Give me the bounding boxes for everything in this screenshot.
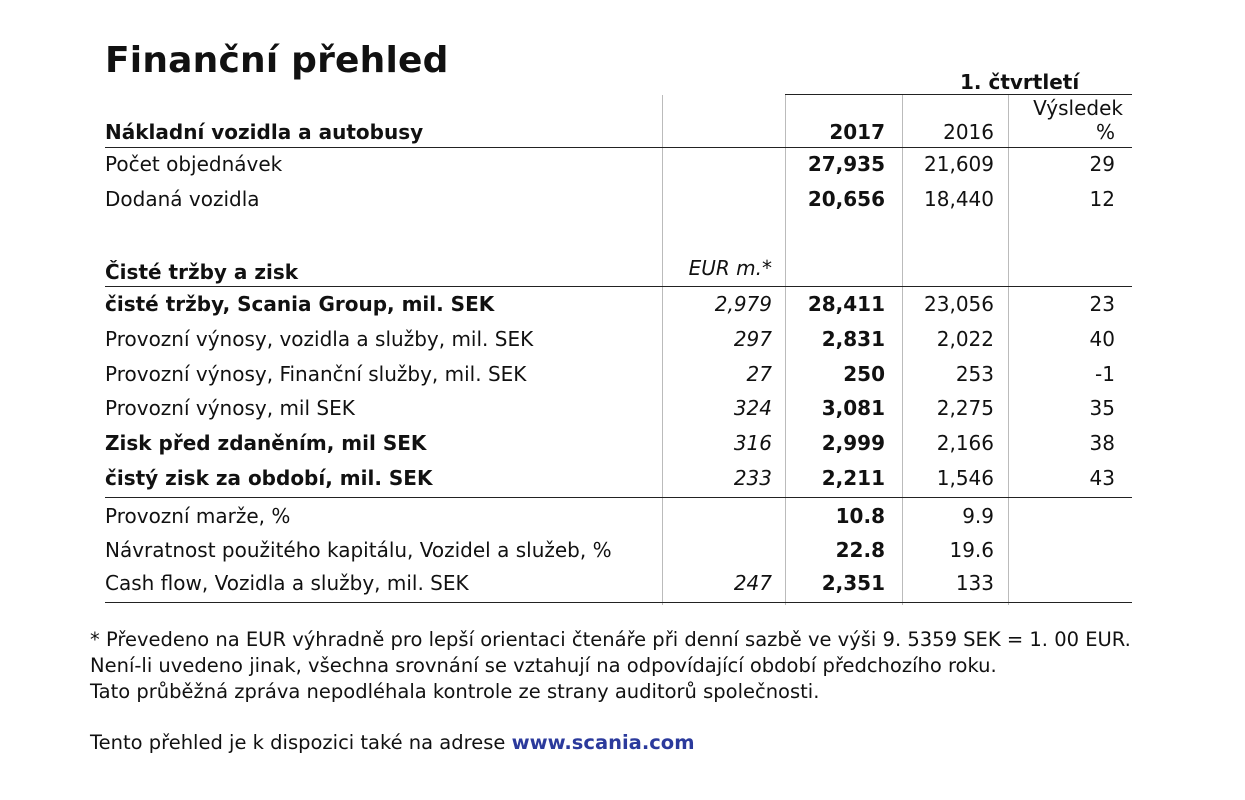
value-2017: 2,999 — [821, 431, 885, 455]
eur-header: EUR m.* — [688, 256, 772, 280]
value-2016: 2,275 — [936, 396, 994, 420]
row-label: čistý zisk za období, mil. SEK — [105, 466, 433, 490]
value-change: 35 — [1089, 396, 1115, 420]
value-eur: 2,979 — [714, 292, 772, 316]
value-change: 29 — [1089, 152, 1115, 176]
footnote-comparison: Není-li uvedeno jinak, všechna srovnání se vztahují na odpovídající období předchozího roku. — [90, 654, 997, 677]
value-2017: 2,211 — [821, 466, 885, 490]
row-label: Provozní výnosy, vozidla a služby, mil. SEK — [105, 327, 534, 351]
value-2017: 20,656 — [807, 187, 885, 211]
value-eur: 247 — [733, 571, 772, 595]
col-header-percent: % — [1095, 120, 1115, 144]
header-rule — [105, 286, 1132, 287]
value-change: 40 — [1089, 327, 1115, 351]
value-2016: 253 — [955, 362, 994, 386]
value-2017: 27,935 — [807, 152, 885, 176]
value-2016: 18,440 — [924, 187, 994, 211]
value-eur: 233 — [733, 466, 772, 490]
value-2016: 21,609 — [924, 152, 994, 176]
col-header-2016: 2016 — [943, 120, 994, 144]
table-bottom-rule — [105, 602, 1132, 603]
availability-text: Tento přehled je k dispozici také na adrese — [90, 731, 512, 754]
availability-note — [90, 731, 695, 754]
value-2016: 133 — [955, 571, 994, 595]
value-eur: 27 — [746, 362, 772, 386]
footnote-conversion: * Převedeno na EUR výhradně pro lepší orientaci čtenáře při denní sazbě ve výši 9. 5359 SEK = 1. 00 EUR. — [90, 628, 1131, 651]
col-header-result: Výsledek — [1033, 96, 1123, 120]
website-link[interactable]: www.scania.com — [511, 731, 695, 754]
value-2016: 2,022 — [936, 327, 994, 351]
footnote-audit: Tato průběžná zpráva nepodléhala kontrole ze strany auditorů společnosti. — [90, 680, 820, 703]
value-change: 43 — [1089, 466, 1115, 490]
header-rule — [105, 147, 1132, 148]
value-2017: 28,411 — [807, 292, 885, 316]
value-2017: 2,351 — [821, 571, 885, 595]
section-title: Čisté tržby a zisk — [105, 260, 299, 284]
value-2016: 19.6 — [949, 538, 994, 562]
value-eur: 324 — [733, 396, 772, 420]
value-2016: 1,546 — [936, 466, 994, 490]
row-label: Provozní marže, % — [105, 504, 291, 528]
row-label: Návratnost použitého kapitálu, Vozidel a služeb, % — [105, 538, 612, 562]
row-label: Cash flow, Vozidla a služby, mil. SEK — [105, 571, 469, 595]
value-2017: 250 — [843, 362, 885, 386]
value-change: -1 — [1095, 362, 1115, 386]
period-underline — [785, 94, 1132, 95]
value-2016: 23,056 — [924, 292, 994, 316]
value-2017: 10.8 — [835, 504, 885, 528]
value-eur: 297 — [733, 327, 772, 351]
value-change: 23 — [1089, 292, 1115, 316]
value-2017: 22.8 — [835, 538, 885, 562]
section-rule — [105, 497, 1132, 498]
section-title: Nákladní vozidla a autobusy — [105, 120, 424, 144]
value-2017: 2,831 — [821, 327, 885, 351]
value-2016: 2,166 — [936, 431, 994, 455]
value-2017: 3,081 — [821, 396, 885, 420]
col-header-2017: 2017 — [829, 120, 885, 144]
row-label: Provozní výnosy, mil SEK — [105, 396, 355, 420]
row-label: Provozní výnosy, Finanční služby, mil. SEK — [105, 362, 527, 386]
page-title: Finanční přehled — [105, 40, 449, 81]
row-label: čisté tržby, Scania Group, mil. SEK — [105, 292, 495, 316]
value-2016: 9.9 — [962, 504, 994, 528]
period-header: 1. čtvrtletí — [960, 70, 1080, 94]
value-change: 12 — [1089, 187, 1115, 211]
row-label: Zisk před zdaněním, mil SEK — [105, 431, 427, 455]
value-change: 38 — [1089, 431, 1115, 455]
row-label: Dodaná vozidla — [105, 187, 260, 211]
value-eur: 316 — [733, 431, 772, 455]
row-label: Počet objednávek — [105, 152, 283, 176]
